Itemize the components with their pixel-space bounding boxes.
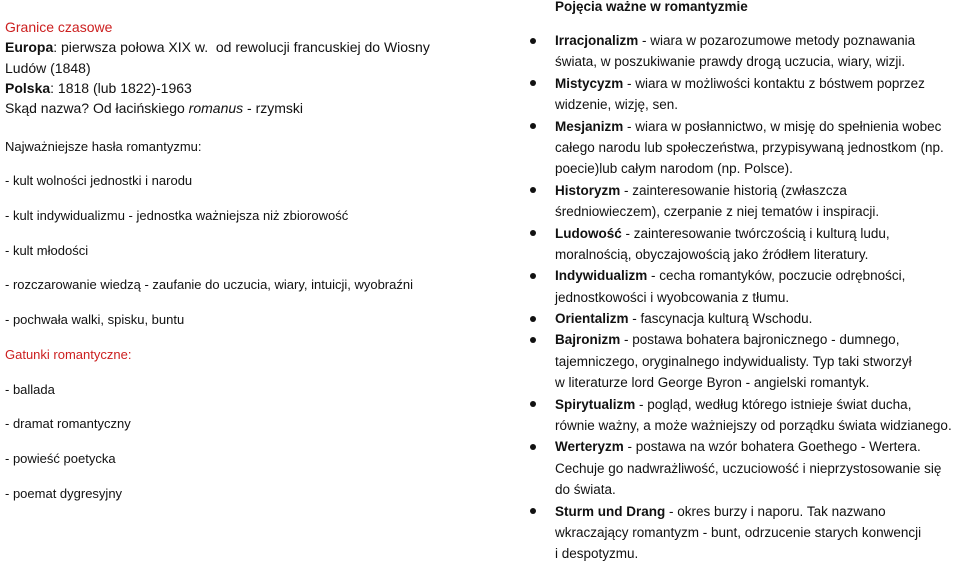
slogan-item: - kult indywidualizmu - jednostka ważniejsza niż zbiorowość bbox=[5, 208, 349, 223]
concept-term: Mistycyzm bbox=[555, 75, 624, 91]
slogan-item: - kult młodości bbox=[5, 242, 89, 258]
bullet-icon bbox=[530, 316, 536, 322]
genre-item: - dramat romantyczny bbox=[5, 416, 131, 432]
concept-line bbox=[555, 479, 958, 500]
concept-line bbox=[555, 51, 958, 72]
concept-item bbox=[555, 265, 958, 308]
concept-text: poecie)lub całym narodom (np. Polsce). bbox=[555, 161, 793, 177]
genre-item: - powieść poetycka bbox=[5, 450, 116, 466]
concept-line bbox=[555, 543, 958, 564]
europe-continuation: Ludów (1848) bbox=[5, 59, 91, 76]
concept-term: Orientalizm bbox=[555, 311, 629, 327]
concept-text: - fascynacja kulturą Wschodu. bbox=[628, 311, 813, 327]
concept-item bbox=[555, 73, 958, 116]
concept-text: moralnością, obyczajowością jako źródłem literatury. bbox=[555, 246, 869, 262]
concept-text: - wiara w pozarozumowe metody poznawania bbox=[638, 33, 916, 48]
concept-line bbox=[555, 265, 958, 286]
poland-text: : 1818 (lub 1822)-1963 bbox=[50, 79, 192, 96]
time-frame-heading: Granice czasowe bbox=[5, 19, 113, 35]
concept-item bbox=[555, 30, 958, 73]
concept-term: Indywidualizm bbox=[555, 268, 648, 284]
concept-term: Irracjonalizm bbox=[555, 33, 639, 48]
concept-item bbox=[555, 223, 958, 266]
concept-line bbox=[555, 73, 958, 94]
concept-text: całego narodu lub społeczeństwa, przypisywaną jednostkom (np. bbox=[555, 139, 944, 155]
concept-term: Ludowość bbox=[555, 225, 622, 241]
concept-text: - okres burzy i naporu. Tak nazwano bbox=[665, 503, 886, 519]
bullet-icon bbox=[530, 230, 536, 236]
concept-term: Spirytualizm bbox=[555, 396, 636, 412]
bullet-icon bbox=[530, 444, 536, 450]
concept-line bbox=[555, 329, 958, 350]
slogan-item: - rozczarowanie wiedzą - zaufanie do uczucia, wiary, intuicji, wyobraźni bbox=[5, 277, 413, 293]
concept-line bbox=[555, 415, 958, 436]
name-origin-after: - rzymski bbox=[243, 100, 304, 117]
name-origin-before: Skąd nazwa? Od łacińskiego bbox=[5, 100, 189, 117]
concept-text: - postawa na wzór bohatera Goethego - Wertera. bbox=[623, 439, 921, 455]
genre-item: - poemat dygresyjny bbox=[5, 485, 123, 501]
concept-line bbox=[555, 351, 958, 372]
concept-line bbox=[555, 522, 958, 543]
romanticism-lists bbox=[5, 130, 413, 512]
bullet-icon bbox=[530, 337, 536, 343]
concept-line bbox=[555, 394, 958, 415]
concept-text: tajemniczego, oryginalnego indywidualisty. Typ taki stworzył bbox=[555, 353, 912, 369]
europe-line bbox=[5, 37, 430, 57]
concept-text: świata, w poszukiwanie prawdy drogą uczucia, wiary, wizji. bbox=[555, 54, 906, 70]
concept-text: - cecha romantyków, poczucie odrębności, bbox=[647, 268, 906, 284]
time-frame-section bbox=[5, 17, 430, 118]
concept-text: równie ważny, a może ważniejszy od porządku świata widzianego. bbox=[555, 418, 952, 434]
concept-line bbox=[555, 116, 958, 137]
poland-line bbox=[5, 78, 430, 98]
slogans-heading: Najważniejsze hasła romantyzmu: bbox=[5, 138, 202, 154]
concept-line bbox=[555, 223, 958, 244]
concept-term: Sturm und Drang bbox=[555, 503, 666, 519]
concept-item bbox=[555, 308, 958, 329]
concept-item bbox=[555, 180, 958, 223]
concept-line bbox=[555, 308, 958, 329]
concept-text: jednostkowości i wyobcowania z tłumu. bbox=[555, 289, 790, 305]
concept-text: średniowieczem), czerpanie z niej tematów i inspiracji. bbox=[555, 204, 880, 220]
concept-line bbox=[555, 158, 958, 179]
bullet-icon bbox=[530, 187, 536, 193]
concept-line bbox=[555, 436, 958, 457]
slogan-item: - kult wolności jednostki i narodu bbox=[5, 173, 193, 189]
concept-term: Bajronizm bbox=[555, 332, 621, 348]
concept-text: widzenie, wizję, sen. bbox=[555, 97, 679, 113]
slogan-item: - pochwała walki, spisku, buntu bbox=[5, 312, 185, 328]
concept-text: - zainteresowanie twórczością i kulturą ludu, bbox=[621, 225, 890, 241]
concept-term: Historyzm bbox=[555, 182, 621, 198]
genre-item: - ballada bbox=[5, 381, 55, 397]
concept-item bbox=[555, 329, 958, 393]
concept-line bbox=[555, 137, 958, 158]
genres-heading: Gatunki romantyczne: bbox=[5, 346, 132, 362]
concept-text: - zainteresowanie historią (zwłaszcza bbox=[620, 182, 847, 198]
concept-line bbox=[555, 30, 958, 51]
concepts-heading: Pojęcia ważne w romantyzmie bbox=[555, 0, 748, 14]
bullet-icon bbox=[530, 508, 536, 514]
concept-line bbox=[555, 201, 958, 222]
concept-item bbox=[555, 116, 958, 180]
concept-text: wkraczający romantyzm - bunt, odrzucenie starych konwencji bbox=[555, 524, 922, 540]
concept-text: Cechuje go nadwrażliwość, uczuciowość i nieprzystosowanie się bbox=[555, 460, 942, 476]
concept-text: - wiara w posłannictwo, w misję do spełnienia wobec bbox=[623, 118, 942, 134]
europe-label: Europa bbox=[5, 39, 54, 56]
concept-line bbox=[555, 458, 958, 479]
concept-item bbox=[555, 394, 958, 437]
concept-line bbox=[555, 244, 958, 265]
bullet-icon bbox=[530, 401, 536, 407]
concept-term: Mesjanizm bbox=[555, 118, 624, 134]
bullet-icon bbox=[530, 80, 536, 86]
poland-label: Polska bbox=[5, 79, 51, 96]
concept-item bbox=[555, 501, 958, 565]
concept-text: w literaturze lord George Byron - angielski romantyk. bbox=[555, 375, 870, 391]
latin-word: romanus bbox=[188, 100, 244, 117]
concept-line bbox=[555, 287, 958, 308]
concept-line bbox=[555, 180, 958, 201]
concept-text: - postawa bohatera bajronicznego - dumnego, bbox=[620, 332, 900, 348]
concept-text: - wiara w możliwości kontaktu z bóstwem poprzez bbox=[623, 75, 925, 91]
concept-line bbox=[555, 372, 958, 393]
europe-text: : pierwsza połowa XIX w. od rewolucji francuskiej do Wiosny bbox=[53, 39, 430, 56]
concept-text: - pogląd, według którego istnieje świat ducha, bbox=[635, 396, 912, 412]
name-origin-line bbox=[5, 98, 430, 118]
concept-term: Werteryzm bbox=[555, 439, 624, 455]
concept-text: i despotyzmu. bbox=[555, 546, 639, 562]
bullet-icon bbox=[530, 38, 536, 44]
concept-line bbox=[555, 501, 958, 522]
concept-item bbox=[555, 436, 958, 500]
bullet-icon bbox=[530, 123, 536, 129]
concept-line bbox=[555, 94, 958, 115]
concepts-list bbox=[555, 30, 958, 565]
concept-text: do świata. bbox=[555, 482, 616, 498]
bullet-icon bbox=[530, 273, 536, 279]
